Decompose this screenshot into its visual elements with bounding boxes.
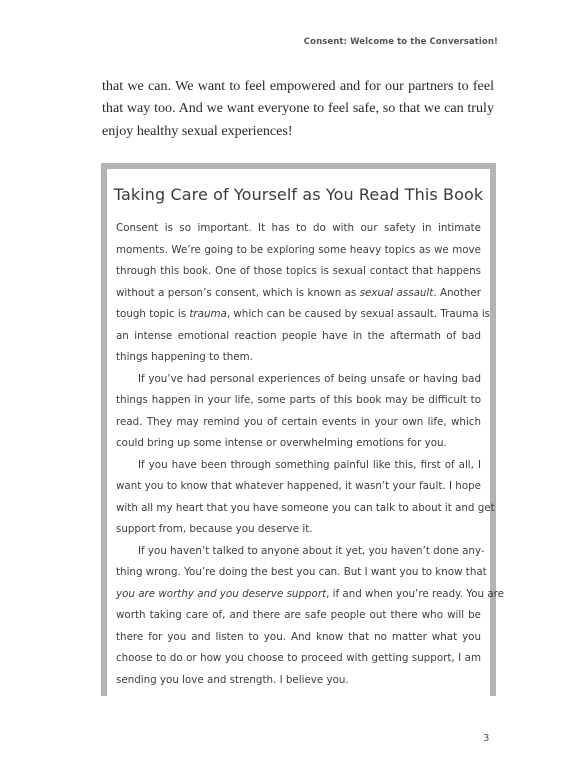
sidebar-line: If you haven’t talked to anyone about it yet, you haven’t done any- (138, 544, 485, 557)
sidebar-line: sending you love and strength. I believe you. (116, 673, 349, 686)
intro-line: that way too. And we want everyone to feel safe, so that we can truly (102, 100, 494, 117)
sidebar-line: Consent is so important. It has to do with our safety in intimate (116, 222, 481, 234)
sidebar-line (116, 283, 481, 305)
sidebar-line: If you’ve had personal experiences of being unsafe or having bad (138, 372, 481, 385)
sidebar-line: support from, because you deserve it. (116, 523, 313, 535)
sidebar-paragraph-2 (116, 369, 481, 455)
sidebar-line: through this book. One of those topics is sexual contact that happens (116, 265, 481, 277)
running-head: Consent: Welcome to the Conversation! (303, 37, 498, 47)
sidebar-title: Taking Care of Yourself as You Read This Book (113, 185, 484, 204)
text-segment: without a person’s consent, which is known as (116, 286, 360, 299)
sidebar-line: thing wrong. You’re doing the best you can. But I want you to know that (116, 566, 487, 578)
sidebar-line: read. They may remind you of certain events in your own life, which (116, 415, 481, 428)
sidebar-line (116, 584, 504, 606)
emphasis-worthy: you are worthy and you deserve support (116, 587, 327, 600)
sidebar-line: could bring up some intense or overwhelming emotions for you. (116, 437, 447, 449)
sidebar-line: choose to do or how you choose to proceed with getting support, I am (116, 652, 481, 664)
sidebar-line: If you have been through something painful like this, first of all, I (138, 458, 481, 471)
sidebar-line: want you to know that whatever happened, it wasn’t your fault. I hope (116, 480, 481, 492)
sidebar-line: things happen in your life, some parts of this book may be difficult to (116, 394, 481, 406)
sidebar-line: an intense emotional reaction people have in the aftermath of bad (116, 329, 481, 342)
sidebar-line: moments. We’re going to be exploring some heavy topics as we move (116, 243, 481, 256)
text-segment: , which can be caused by sexual assault. Trauma is (226, 308, 491, 320)
sidebar-line: with all my heart that you have someone you can talk to about it and get (116, 501, 495, 514)
sidebar-line: things happening to them. (116, 351, 253, 363)
sidebar-body (116, 218, 504, 691)
intro-paragraph (102, 75, 494, 142)
sidebar-box (101, 163, 504, 696)
text-segment: , if and when you’re ready. You are (326, 587, 504, 600)
page-number: 3 (483, 733, 490, 744)
intro-line: enjoy healthy sexual experiences! (102, 122, 293, 139)
sidebar-line: worth taking care of, and there are safe people out there who will be (116, 609, 481, 621)
sidebar-paragraph-1 (116, 218, 491, 369)
sidebar-line (116, 304, 491, 326)
sidebar-paragraph-3 (116, 455, 495, 541)
text-segment: tough topic is (116, 308, 190, 320)
emphasis-sexual-assault: sexual assault (359, 286, 434, 299)
emphasis-trauma: trauma (189, 308, 227, 320)
sidebar-line: there for you and listen to you. And know that no matter what you (116, 630, 481, 643)
text-segment: . Another (433, 286, 481, 299)
intro-line: that we can. We want to feel empowered and for our partners to feel (102, 78, 494, 94)
sidebar-paragraph-4 (116, 541, 504, 692)
